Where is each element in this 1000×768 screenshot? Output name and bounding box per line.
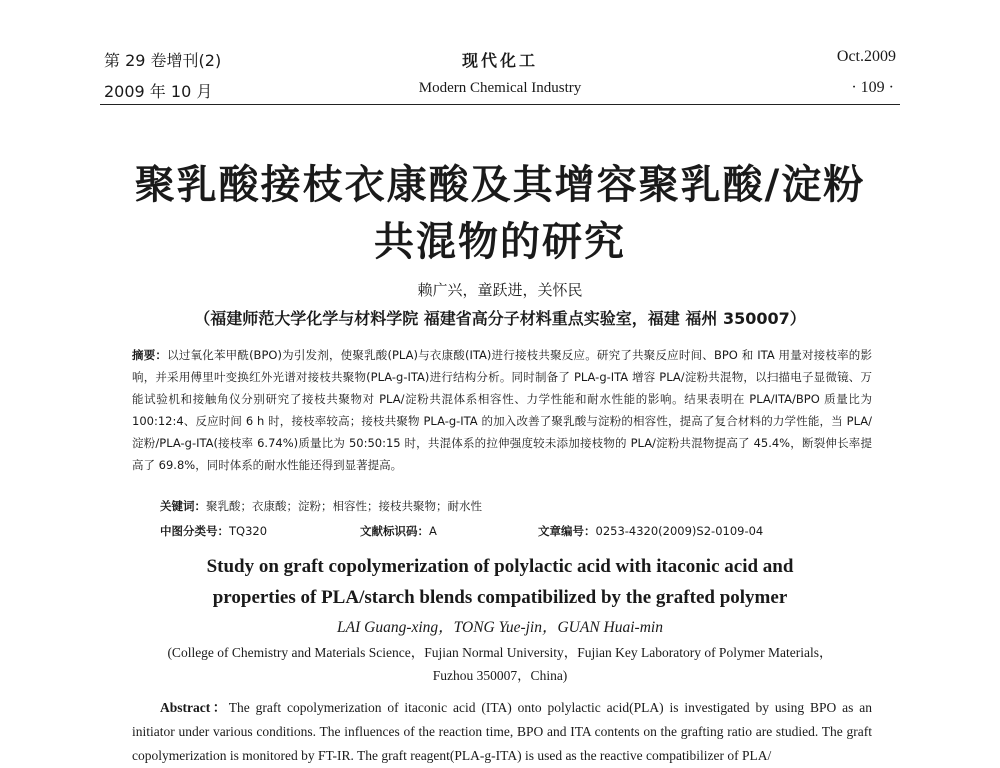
abstract-cn-label: 摘要： bbox=[132, 348, 168, 362]
page-number: · 109 · bbox=[851, 79, 894, 96]
clc-value: TQ320 bbox=[229, 524, 268, 538]
article-number-label: 文章编号： bbox=[538, 524, 596, 538]
clc-number bbox=[160, 523, 267, 539]
keywords-cn-text: 聚乳酸；衣康酸；淀粉；相容性；接枝共聚物；耐水性 bbox=[206, 499, 482, 513]
article-number bbox=[538, 523, 763, 539]
journal-date-en: Oct.2009 bbox=[836, 48, 896, 65]
authors-cn: 赖广兴，童跃进，关怀民 bbox=[417, 281, 583, 299]
title-cn-line1: 聚乳酸接枝衣康酸及其增容聚乳酸/淀粉 bbox=[134, 162, 866, 208]
abstract-cn bbox=[132, 344, 872, 476]
authors-en: LAI Guang-xing，TONG Yue-jin，GUAN Huai-min bbox=[337, 619, 663, 636]
affiliation-en-line2: Fuzhou 350007，China) bbox=[432, 668, 568, 683]
document-code-label: 文献标识码： bbox=[360, 524, 429, 538]
document-code-value: A bbox=[429, 524, 437, 538]
journal-date-cn: 2009 年 10 月 bbox=[104, 82, 213, 101]
title-en-line1: Study on graft copolymerization of polylactic acid with itaconic acid and bbox=[206, 556, 794, 577]
journal-name-cn: 现代化工 bbox=[461, 51, 538, 70]
keywords-cn bbox=[160, 498, 482, 514]
title-cn-line2: 共混物的研究 bbox=[374, 219, 626, 265]
keywords-cn-label: 关键词： bbox=[160, 499, 206, 513]
abstract-en bbox=[132, 696, 872, 768]
abstract-cn-text: 以过氧化苯甲酰(BPO)为引发剂，使聚乳酸(PLA)与衣康酸(ITA)进行接枝共聚反应。研究了共聚反应时间、BPO 和 ITA 用量对接枝率的影响，并采用傅里叶变换红外光谱对接枝共聚物(PLA-g-ITA)进行结构分析。同时制备了 PLA-g-ITA 增容 PLA/淀粉共混物，以扫描电子显微镜、万能试验机和接触角仪分别研究了接枝共聚物对 PLA/淀粉共混体系相容性、力学性能和耐水性能的影响。结果表明在 PLA/ITA/BPO 质量比为 100:12:4、反应时间 6 h 时，接枝率较高；接枝共聚物 PLA-g-ITA 的加入改善了聚乳酸与淀粉的相容性，提高了复合材料的力学性能，当 PLA/淀粉/PLA-g-ITA(接枝率 6.74%)质量比为 50:50:15 时，共混体系的拉伸强度较未添加接枝物的 PLA/淀粉共混物提高了 45.4%，断裂伸长率提高了 69.8%，同时体系的耐水性能还得到显著提高。 bbox=[132, 348, 872, 472]
clc-label: 中图分类号： bbox=[160, 524, 229, 538]
header-rule bbox=[100, 104, 900, 105]
affiliation-en-line1: (College of Chemistry and Materials Science，Fujian Normal University，Fujian Key Laboratory of Polymer Materials， bbox=[167, 645, 833, 660]
title-en-line2: properties of PLA/starch blends compatibilized by the grafted polymer bbox=[212, 587, 788, 608]
affiliation-cn: （福建师范大学化学与材料学院 福建省高分子材料重点实验室，福建 福州 350007） bbox=[194, 309, 806, 328]
journal-volume: 第 29 卷增刊(2) bbox=[104, 51, 222, 70]
journal-name-en: Modern Chemical Industry bbox=[418, 80, 582, 96]
article-number-value: 0253-4320(2009)S2-0109-04 bbox=[595, 524, 764, 538]
document-code bbox=[360, 523, 437, 539]
abstract-en-label: Abstract： bbox=[160, 700, 229, 715]
abstract-en-text: The graft copolymerization of itaconic acid (ITA) onto polylactic acid(PLA) is investigated by using BPO as an initiator under various conditions. The influences of the reaction time, BPO and ITA contents on the grafting ratio are studied. The graft copolymerization is monitored by FT-IR. The graft reagent(PLA-g-ITA) is used as the reactive compatibilizer of PLA/ bbox=[132, 700, 872, 763]
